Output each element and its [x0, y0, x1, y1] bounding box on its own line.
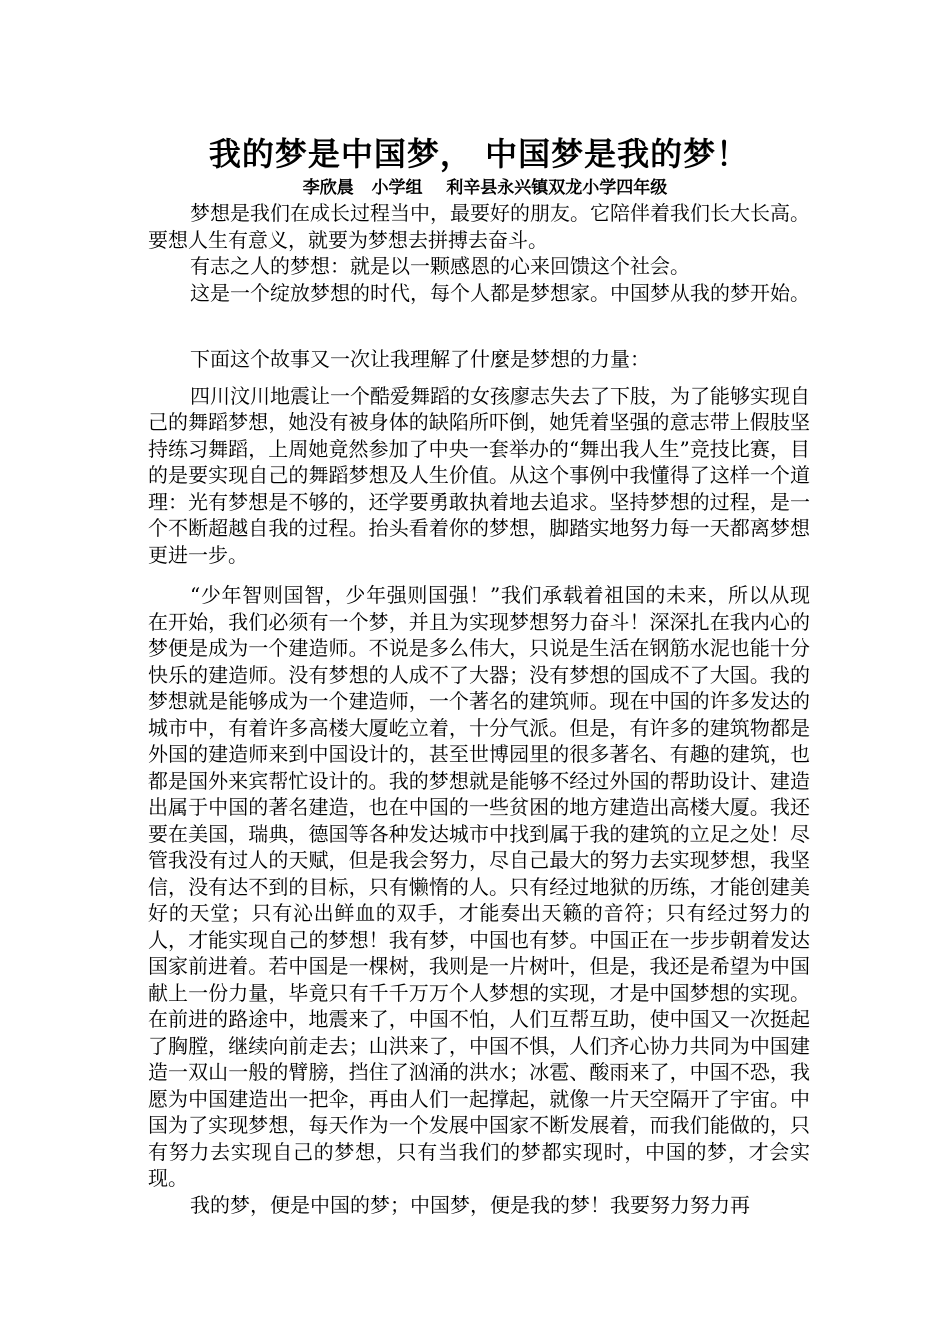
document-page — [148, 132, 810, 1218]
document-title: 我的梦是中国梦， 中国梦是我的梦！ — [208, 135, 750, 173]
paragraph-3: 这是一个绽放梦想的时代，每个人都是梦想家。中国梦从我的梦开始。 — [190, 280, 810, 305]
paragraph-2: 有志之人的梦想：就是以一颗感恩的心来回馈这个社会。 — [190, 254, 690, 278]
paragraph-7: 我的梦，便是中国的梦；中国梦，便是我的梦！我要努力努力再 — [190, 1192, 750, 1217]
paragraph-1: 梦想是我们在成长过程当中，最要好的朋友。它陪伴着我们长大长高。要想人生有意义，就要为梦想去拼搏去奋斗。 — [148, 201, 810, 252]
paragraph-5: 四川汶川地震让一个酷爱舞蹈的女孩廖志失去了下肢，为了能够实现自己的舞蹈梦想，她没有被身体的缺陷所吓倒，她凭着坚强的意志带上假肢坚持练习舞蹈，上周她竟然参加了中央一套举办的“舞出我人生”竞技比赛，目的是要实现自己的舞蹈梦想及人生价值。从这个事例中我懂得了这样一个道理：光有梦想是不够的，还学要勇敢执着地去追求。坚持梦想的过程，是一个不断超越自我的过程。抬头看着你的梦想，脚踏实地努力每一天都离梦想更进一步。 — [148, 383, 810, 567]
paragraph-6: “少年智则国智，少年强则国强！”我们承载着祖国的未来，所以从现在开始，我们必须有一个梦，并且为实现梦想努力奋斗！深深扎在我内心的梦便是成为一个建造师。不说是多么伟大，只说是生活在钢筋水泥也能十分快乐的建造师。没有梦想的人成不了大器；没有梦想的国成不了大国。我的梦想就是能够成为一个建造师，一个著名的建筑师。现在中国的许多发达的城市中，有着许多高楼大厦屹立着，十分气派。但是，有许多的建筑物都是外国的建造师来到中国设计的，甚至世博园里的很多著名、有趣的建筑，也都是国外来宾帮忙设计的。我的梦想就是能够不经过外国的帮助设计、建造出属于中国的著名建造，也在中国的一些贫困的地方建造出高楼大厦。我还要在美国，瑞典，德国等各种发达城市中找到属于我的建筑的立足之处！尽管我没有过人的天赋，但是我会努力，尽自己最大的努力去实现梦想，我坚信，没有达不到的目标，只有懒惰的人。只有经过地狱的历练，才能创建美好的天堂；只有沁出鲜血的双手，才能奏出天籁的音符；只有经过努力的人，才能实现自己的梦想！我有梦，中国也有梦。中国正在一步步朝着发达国家前进着。若中国是一棵树，我则是一片树叶，但是，我还是希望为中国献上一份力量，毕竟只有千千万万个人梦想的实现，才是中国梦想的实现。在前进的路途中，地震来了，中国不怕，人们互帮互助，使中国又一次挺起了胸膛，继续向前走去；山洪来了，中国不惧，人们齐心协力共同为中国建造一双山一般的臂膀，挡住了汹涌的洪水；冰雹、酸雨来了，中国不恐，我愿为中国建造出一把伞，再由人们一起撑起，就像一片天空隔开了宇宙。中国为了实现梦想，每天作为一个发展中国家不断发展着，而我们能做的，只有努力去实现自己的梦想，只有当我们的梦都实现时，中国的梦，才会实现。 — [148, 583, 810, 1190]
paragraph-4: 下面这个故事又一次让我理解了什麼是梦想的力量： — [190, 347, 650, 371]
author-byline: 李欣晨 小学组 利辛县永兴镇双龙小学四年级 — [302, 178, 668, 198]
